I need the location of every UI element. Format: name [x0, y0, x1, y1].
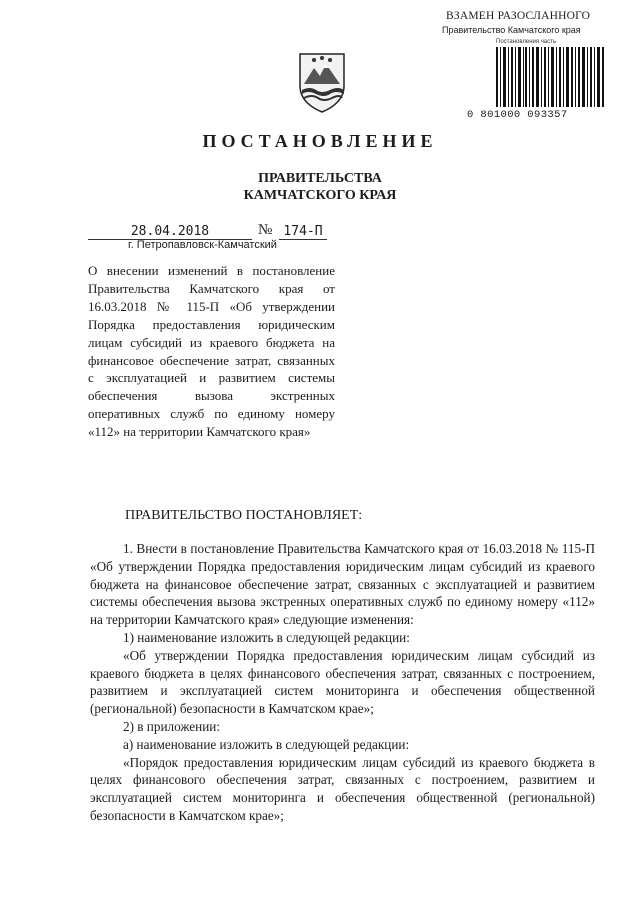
decree-heading: ПРАВИТЕЛЬСТВО ПОСТАНОВЛЯЕТ:: [125, 508, 363, 523]
paragraph-1: 1. Внести в постановление Правительства Камчатского края от 16.03.2018 № 115-П «Об утверждении Порядка предоставления юридическим лицам субсидий из краевого бюджета на финансовое обеспечение затрат, связанных с эксплуатацией и развитием системы обеспечения вызова экстренных оперативных служб по единому номеру «112» на территории Камчатского края» следующие изменения:: [90, 541, 595, 628]
barcode-note: Постановления часть: [496, 39, 557, 45]
stamp-title: ВЗАМЕН РАЗОСЛАННОГО: [446, 10, 591, 22]
barcode: [496, 39, 604, 97]
document-body: [90, 540, 595, 825]
barcode-number: 0 801000 093357: [467, 109, 568, 121]
document-number: 174-П: [279, 224, 327, 240]
paragraph-5: а) наименование изложить в следующей редакции:: [123, 736, 410, 752]
document-title: ПОСТАНОВЛЕНИЕ: [202, 131, 438, 151]
issuer-line-1: ПРАВИТЕЛЬСТВА: [258, 171, 382, 186]
paragraph-4: 2) в приложении:: [123, 718, 220, 734]
city: г. Петропавловск-Камчатский: [128, 239, 277, 251]
document-date: 28.04.2018: [88, 224, 252, 240]
paragraph-3: «Об утверждении Порядка предоставления юридическим лицам субсидий из краевого бюджета в целях финансового обеспечения затрат, связанных с построением, развитием и эксплуатацией систем мониторинга и обеспечения общественной (региональной) безопасности в Камчатском крае»;: [90, 647, 595, 717]
paragraph-6: «Порядок предоставления юридическим лицам субсидий из краевого бюджета в целях финансового обеспечения затрат, связанных с построением, развитием и эксплуатацией систем мониторинга и обеспечения общественной (региональной) безопасности в Камчатском крае»;: [90, 754, 595, 823]
barcode-bars: [496, 47, 604, 107]
coat-of-arms-emblem: [296, 50, 348, 114]
issuer-line-2: КАМЧАТСКОГО КРАЯ: [243, 188, 397, 203]
document-summary: О внесении изменений в постановление Правительства Камчатского края от 16.03.2018 № 115-П «Об утверждении Порядка предоставления юридическим лицам субсидий из краевого бюджета на финансовое обеспечение затрат, связанных с эксплуатацией и развитием системы обеспечения вызова экстренных оперативных служб по единому номеру «112» на территории Камчатского края»: [88, 263, 335, 440]
stamp-subtitle: Правительство Камчатского края: [442, 25, 581, 35]
paragraph-2: 1) наименование изложить в следующей редакции:: [123, 629, 410, 645]
number-label: №: [258, 222, 273, 238]
